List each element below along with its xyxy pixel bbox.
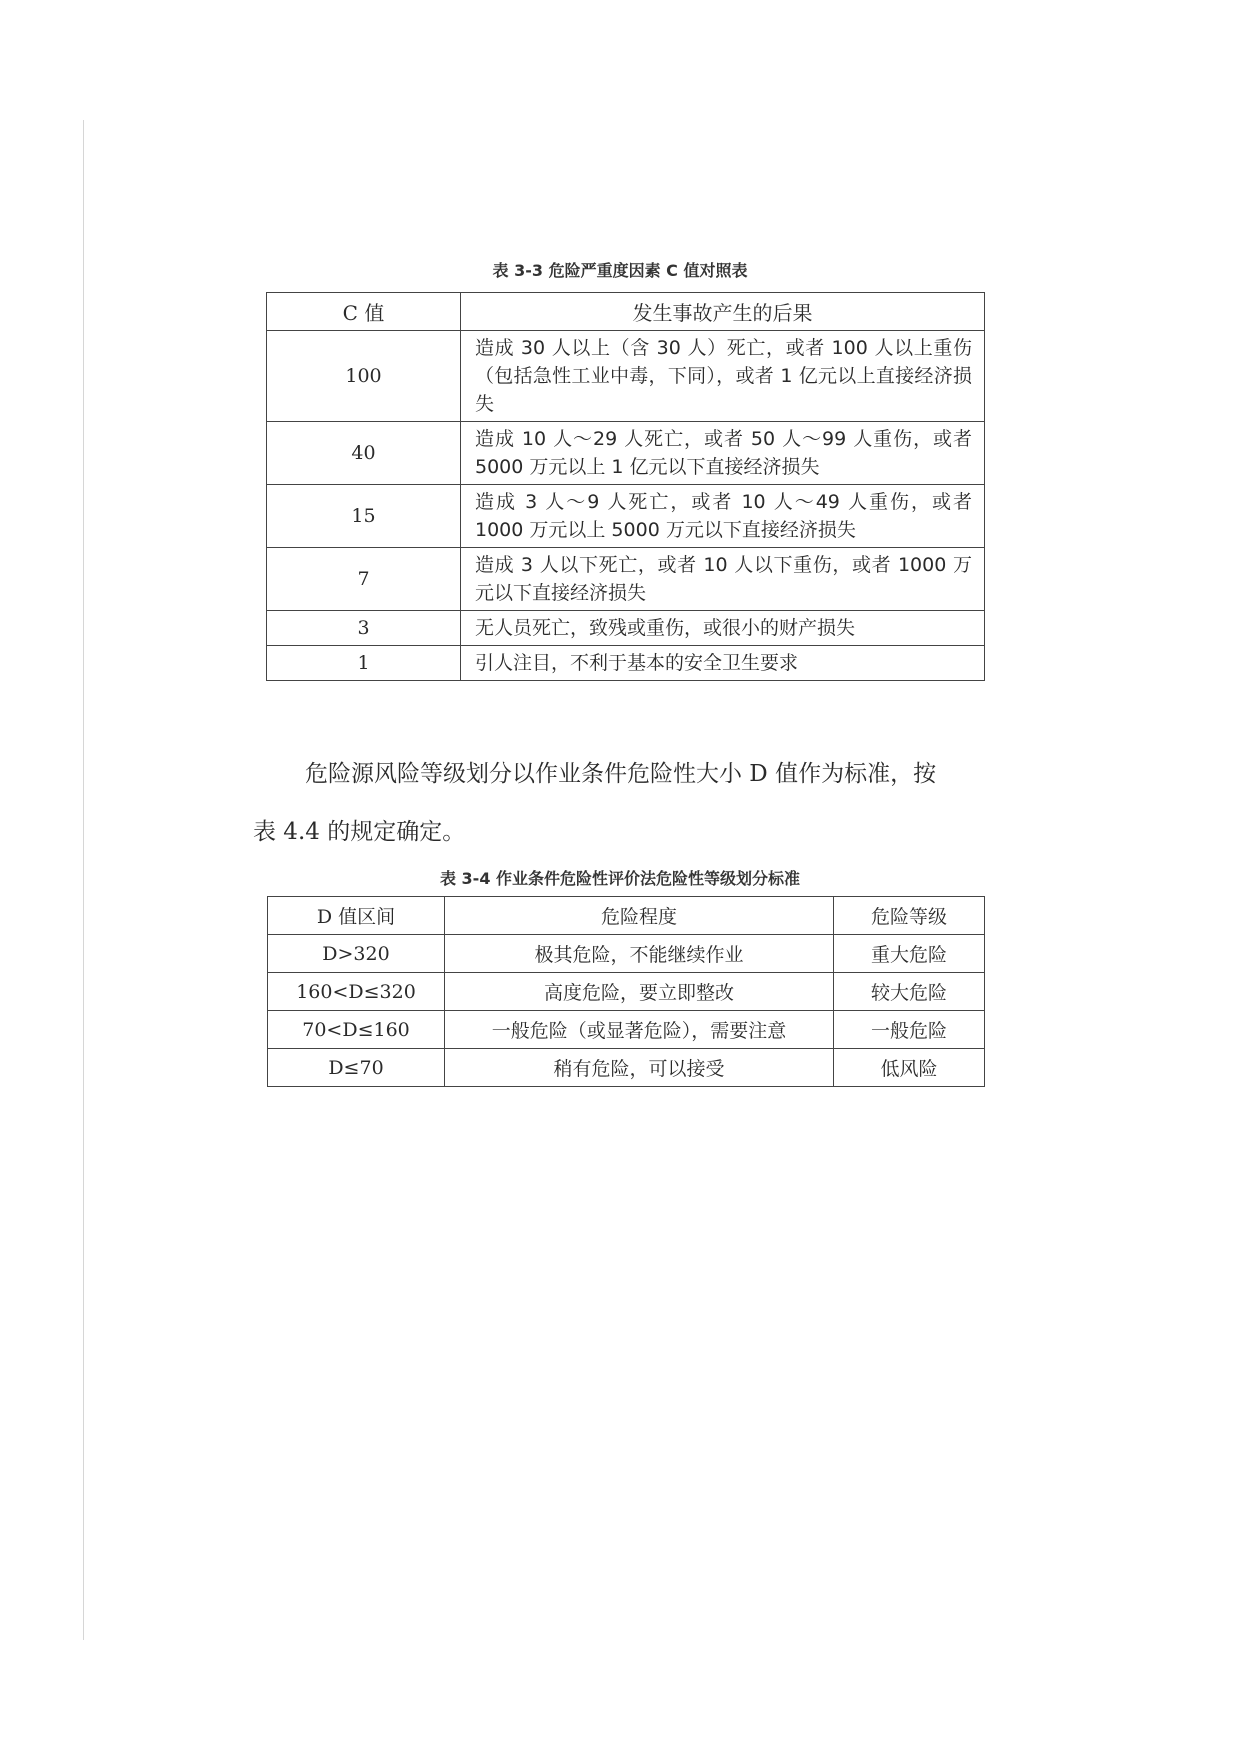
danger-degree-cell: 高度危险，要立即整改 <box>445 973 834 1011</box>
c-value-cell: 1 <box>267 646 461 681</box>
danger-level-cell: 重大危险 <box>834 935 985 973</box>
table-3-4-caption: 表 3-4 作业条件危险性评价法危险性等级划分标准 <box>439 869 801 888</box>
danger-degree-cell: 一般危险（或显著危险），需要注意 <box>445 1011 834 1049</box>
table-row <box>268 1049 985 1087</box>
header-d-range: D 值区间 <box>268 897 445 935</box>
consequence-cell: 造成 10 人～29 人死亡，或者 50 人～99 人重伤，或者 5000 万元以上 1 亿元以下直接经济损失 <box>461 422 985 485</box>
table-row <box>268 1011 985 1049</box>
consequence-cell: 引人注目，不利于基本的安全卫生要求 <box>461 646 985 681</box>
c-value-cell: 7 <box>267 548 461 611</box>
paragraph-line-1: 危险源风险等级划分以作业条件危险性大小 D 值作为标准，按 <box>305 761 937 787</box>
danger-degree-cell: 极其危险，不能继续作业 <box>445 935 834 973</box>
risk-level-table <box>267 896 985 1087</box>
danger-level-cell: 一般危险 <box>834 1011 985 1049</box>
danger-level-cell: 低风险 <box>834 1049 985 1087</box>
c-value-cell: 15 <box>267 485 461 548</box>
danger-degree-cell: 稍有危险，可以接受 <box>445 1049 834 1087</box>
paragraph-line-2: 表 4.4 的规定确定。 <box>253 819 466 845</box>
header-danger-degree: 危险程度 <box>445 897 834 935</box>
table-row <box>267 611 985 646</box>
table-row <box>267 331 985 422</box>
table-row <box>267 485 985 548</box>
table-row <box>267 422 985 485</box>
d-range-cell: D≤70 <box>268 1049 445 1087</box>
c-value-cell: 40 <box>267 422 461 485</box>
header-c-value: C 值 <box>267 293 461 331</box>
severity-c-value-table <box>266 292 985 681</box>
table-3-3-caption: 表 3-3 危险严重度因素 C 值对照表 <box>492 261 748 280</box>
table-header-row <box>267 293 985 331</box>
d-range-cell: 160<D≤320 <box>268 973 445 1011</box>
header-consequence: 发生事故产生的后果 <box>461 293 985 331</box>
danger-level-cell: 较大危险 <box>834 973 985 1011</box>
d-range-cell: D>320 <box>268 935 445 973</box>
consequence-cell: 造成 3 人～9 人死亡，或者 10 人～49 人重伤，或者 1000 万元以上 5000 万元以下直接经济损失 <box>461 485 985 548</box>
d-range-cell: 70<D≤160 <box>268 1011 445 1049</box>
table-row <box>268 973 985 1011</box>
consequence-cell: 造成 3 人以下死亡，或者 10 人以下重伤，或者 1000 万元以下直接经济损失 <box>461 548 985 611</box>
c-value-cell: 100 <box>267 331 461 422</box>
table-row <box>267 646 985 681</box>
table-row <box>268 935 985 973</box>
table-row <box>267 548 985 611</box>
consequence-cell: 无人员死亡，致残或重伤，或很小的财产损失 <box>461 611 985 646</box>
header-danger-level: 危险等级 <box>834 897 985 935</box>
c-value-cell: 3 <box>267 611 461 646</box>
consequence-cell: 造成 30 人以上（含 30 人）死亡，或者 100 人以上重伤（包括急性工业中毒，下同），或者 1 亿元以上直接经济损失 <box>461 331 985 422</box>
table-header-row <box>268 897 985 935</box>
